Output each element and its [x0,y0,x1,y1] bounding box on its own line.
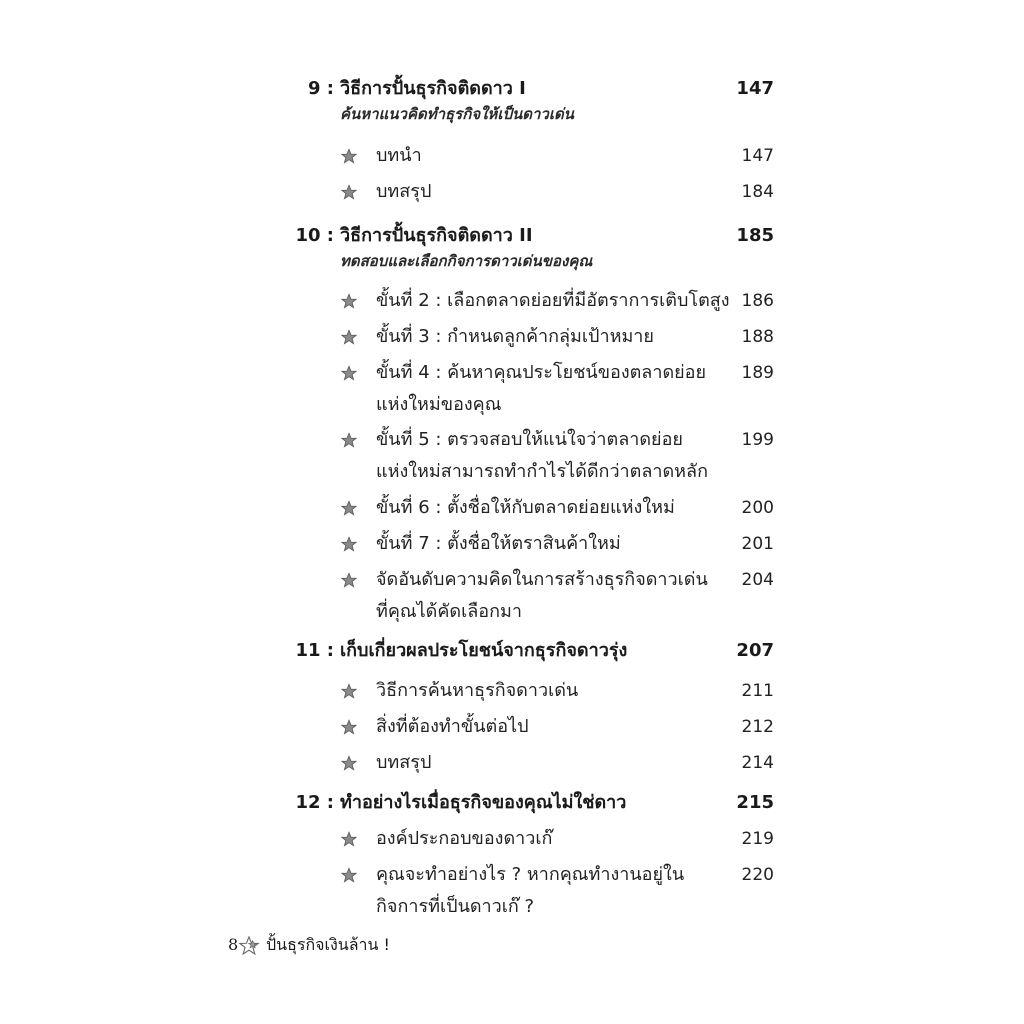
toc-entry-page: 204 [741,570,774,590]
toc-entry-page: 199 [741,430,774,450]
bullet-star-icon [341,365,357,381]
toc-entry-page: 189 [741,363,774,383]
toc-entry-line: วิธีการค้นหาธุรกิจดาวเด่น [376,680,579,701]
toc-entry-line: บทสรุป [376,181,432,202]
toc-entry-text [376,747,736,779]
bullet-star-icon [341,683,357,699]
toc-entry-text [376,528,736,560]
chapter-number: 11 : [295,640,334,661]
toc-entry-text [376,285,736,317]
footer-star-icon [238,936,260,956]
toc-entry-line: ขั้นที่ 2 : เลือกตลาดย่อยที่มีอัตราการเติบโตสูง [376,290,730,311]
toc-entry-page: 220 [741,865,774,885]
toc-entry-page: 200 [741,498,774,518]
toc-entry-page: 186 [741,291,774,311]
bullet-star-icon [341,536,357,552]
bullet-star-icon [341,500,357,516]
chapter-heading [0,634,1024,668]
chapter-title: เก็บเกี่ยวผลประโยชน์จากธุรกิจดาวรุ่ง [340,640,628,661]
bullet-star-icon [341,867,357,883]
toc-entry-line: บทนำ [376,145,422,166]
toc-entry-line: จัดอันดับความคิดในการสร้างธุรกิจดาวเด่น [376,569,708,590]
bullet-star-icon [341,572,357,588]
toc-entry-line: แห่งใหม่สามารถทำกำไรได้ดีกว่าตลาดหลัก [376,461,708,482]
toc-entry-page: 211 [741,681,774,701]
chapter-title: วิธีการปั้นธุรกิจติดดาว II [340,225,533,246]
toc-entry-line: ที่คุณได้คัดเลือกมา [376,601,522,622]
toc-entry-line: องค์ประกอบของดาวเก๊ [376,828,553,849]
chapter-number: 9 : [308,78,334,99]
chapter-heading [0,786,1024,820]
toc-entry-line: คุณจะทำอย่างไร ? หากคุณทำงานอยู่ใน [376,864,685,885]
chapter-page: 215 [736,792,774,813]
toc-entry-line: ขั้นที่ 7 : ตั้งชื่อให้ตราสินค้าใหม่ [376,533,621,554]
bullet-star-icon [341,184,357,200]
bullet-star-icon [341,831,357,847]
toc-entry-text [376,492,736,524]
toc-entry-text [376,424,736,488]
toc-entry-text [376,675,736,707]
toc-entry-page: 147 [741,146,774,166]
toc-entry-page: 188 [741,327,774,347]
toc-entry-line: ขั้นที่ 3 : กำหนดลูกค้ากลุ่มเป้าหมาย [376,326,654,347]
chapter-page: 147 [736,78,774,99]
toc-entry-text [376,564,736,628]
toc-entry-line: แห่งใหม่ของคุณ [376,394,502,415]
chapter-number: 10 : [295,225,334,246]
toc-entry-text [376,357,736,421]
toc-entry-line: บทสรุป [376,752,432,773]
footer-page-number: 8 [228,935,239,954]
toc-entry-line: กิจการที่เป็นดาวเก๊ ? [376,896,535,917]
toc-entry-line: ขั้นที่ 4 : ค้นหาคุณประโยชน์ของตลาดย่อย [376,362,707,383]
chapter-heading [0,72,1024,106]
toc-entry-page: 184 [741,182,774,202]
bullet-star-icon [341,719,357,735]
bullet-star-icon [341,755,357,771]
chapter-subtitle: ทดสอบและเลือกกิจการดาวเด่นของคุณ [340,252,593,270]
toc-entry-text [376,140,736,172]
chapter-title: ทำอย่างไรเมื่อธุรกิจของคุณไม่ใช่ดาว [340,792,627,813]
toc-entry-text [376,823,736,855]
bullet-star-icon [341,329,357,345]
chapter-subtitle: ค้นหาแนวคิดทำธุรกิจให้เป็นดาวเด่น [340,105,574,123]
toc-entry-page: 212 [741,717,774,737]
toc-entry-page: 219 [741,829,774,849]
toc-entry-line: ขั้นที่ 6 : ตั้งชื่อให้กับตลาดย่อยแห่งใหม่ [376,497,675,518]
toc-entry-text [376,711,736,743]
toc-entry-text [376,321,736,353]
chapter-page: 185 [736,225,774,246]
toc-entry-page: 214 [741,753,774,773]
chapter-page: 207 [736,640,774,661]
chapter-number: 12 : [295,792,334,813]
toc-entry-text [376,176,736,208]
footer-book-title: ปั้นธุรกิจเงินล้าน ! [266,935,390,954]
chapter-title: วิธีการปั้นธุรกิจติดดาว I [340,78,526,99]
toc-entry-text [376,859,736,923]
toc-entry-page: 201 [741,534,774,554]
bullet-star-icon [341,432,357,448]
toc-entry-line: สิ่งที่ต้องทำขั้นต่อไป [376,716,529,737]
toc-entry-line: ขั้นที่ 5 : ตรวจสอบให้แน่ใจว่าตลาดย่อย [376,429,683,450]
bullet-star-icon [341,148,357,164]
chapter-heading [0,219,1024,253]
bullet-star-icon [341,293,357,309]
